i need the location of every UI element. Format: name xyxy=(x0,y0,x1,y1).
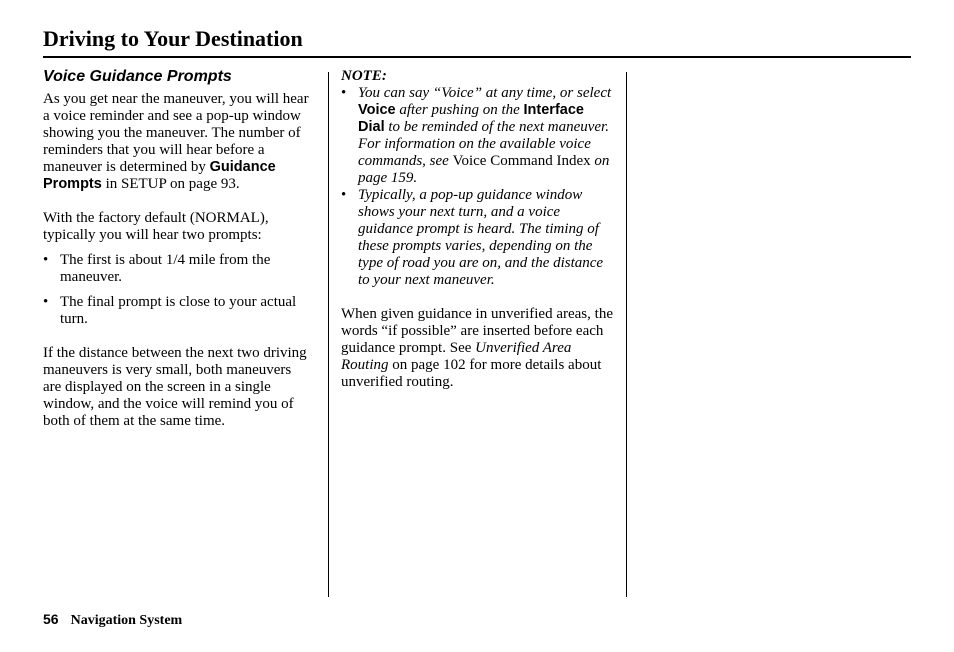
bullet-marker: • xyxy=(341,85,347,101)
unverified-routing-ref: Unverified Area Routing xyxy=(341,340,572,373)
section-heading: Voice Guidance Prompts xyxy=(43,68,232,85)
interface-dial-term: Interface Dial xyxy=(358,102,584,135)
page-title: Driving to Your Destination xyxy=(43,26,303,51)
page-number: 56 xyxy=(43,611,59,627)
unverified-text-start: When given guidance in unverified areas, the words “if possible” are inserted before each guidance prompt. See xyxy=(341,306,613,356)
bullet-marker: • xyxy=(43,294,49,310)
unverified-paragraph xyxy=(341,306,613,391)
list-item xyxy=(43,252,313,286)
intro-text-start: As you get near the maneuver, you will hear a voice reminder and see a pop-up window showing you the maneuver. The number of reminders that you will hear before a maneuver is determined by xyxy=(43,91,309,175)
note-text: on page 159. xyxy=(358,153,610,186)
note-text: Typically, a pop-up guidance window shows your next turn, and a voice guidance prompt is heard. The timing of these prompts varies, depending on the type of road you are on, and the distance to your next maneuver. xyxy=(358,187,604,288)
default-paragraph: With the factory default (NORMAL), typically you will hear two prompts: xyxy=(43,210,269,243)
left-column xyxy=(43,68,313,430)
footer-label: Navigation System xyxy=(70,613,183,628)
page-footer xyxy=(43,611,182,629)
bullet-marker: • xyxy=(341,187,347,203)
note-text: You can say “Voice” at any time, or select xyxy=(358,85,612,101)
list-item-text: The final prompt is close to your actual turn. xyxy=(60,294,297,327)
prompt-list xyxy=(43,252,313,328)
note-text: to be reminded of the next maneuver. For information on the available voice commands, see xyxy=(358,119,609,169)
list-item xyxy=(341,85,613,187)
column-divider xyxy=(626,72,627,597)
voice-command-index-ref: Voice Command Index xyxy=(452,153,591,169)
list-item xyxy=(43,294,313,328)
intro-paragraph xyxy=(43,91,313,193)
note-text: after pushing on the xyxy=(395,102,524,118)
column-divider xyxy=(328,72,329,597)
note-heading: NOTE: xyxy=(341,68,387,84)
title-rule xyxy=(43,56,911,58)
list-item xyxy=(341,187,613,289)
distance-paragraph: If the distance between the next two driving maneuvers is very small, both maneuvers are displayed on the screen in a single window, and the voice will remind you of both of them at the same time. xyxy=(43,345,307,429)
intro-text-end: in SETUP on page 93. xyxy=(101,176,240,192)
list-item-text: The first is about 1/4 mile from the maneuver. xyxy=(60,252,271,285)
bullet-marker: • xyxy=(43,252,49,268)
unverified-text-end: on page 102 for more details about unverified routing. xyxy=(341,357,602,390)
right-column xyxy=(341,68,613,391)
guidance-prompts-term: Guidance Prompts xyxy=(43,159,276,192)
note-list xyxy=(341,85,613,289)
voice-term: Voice xyxy=(358,102,396,118)
